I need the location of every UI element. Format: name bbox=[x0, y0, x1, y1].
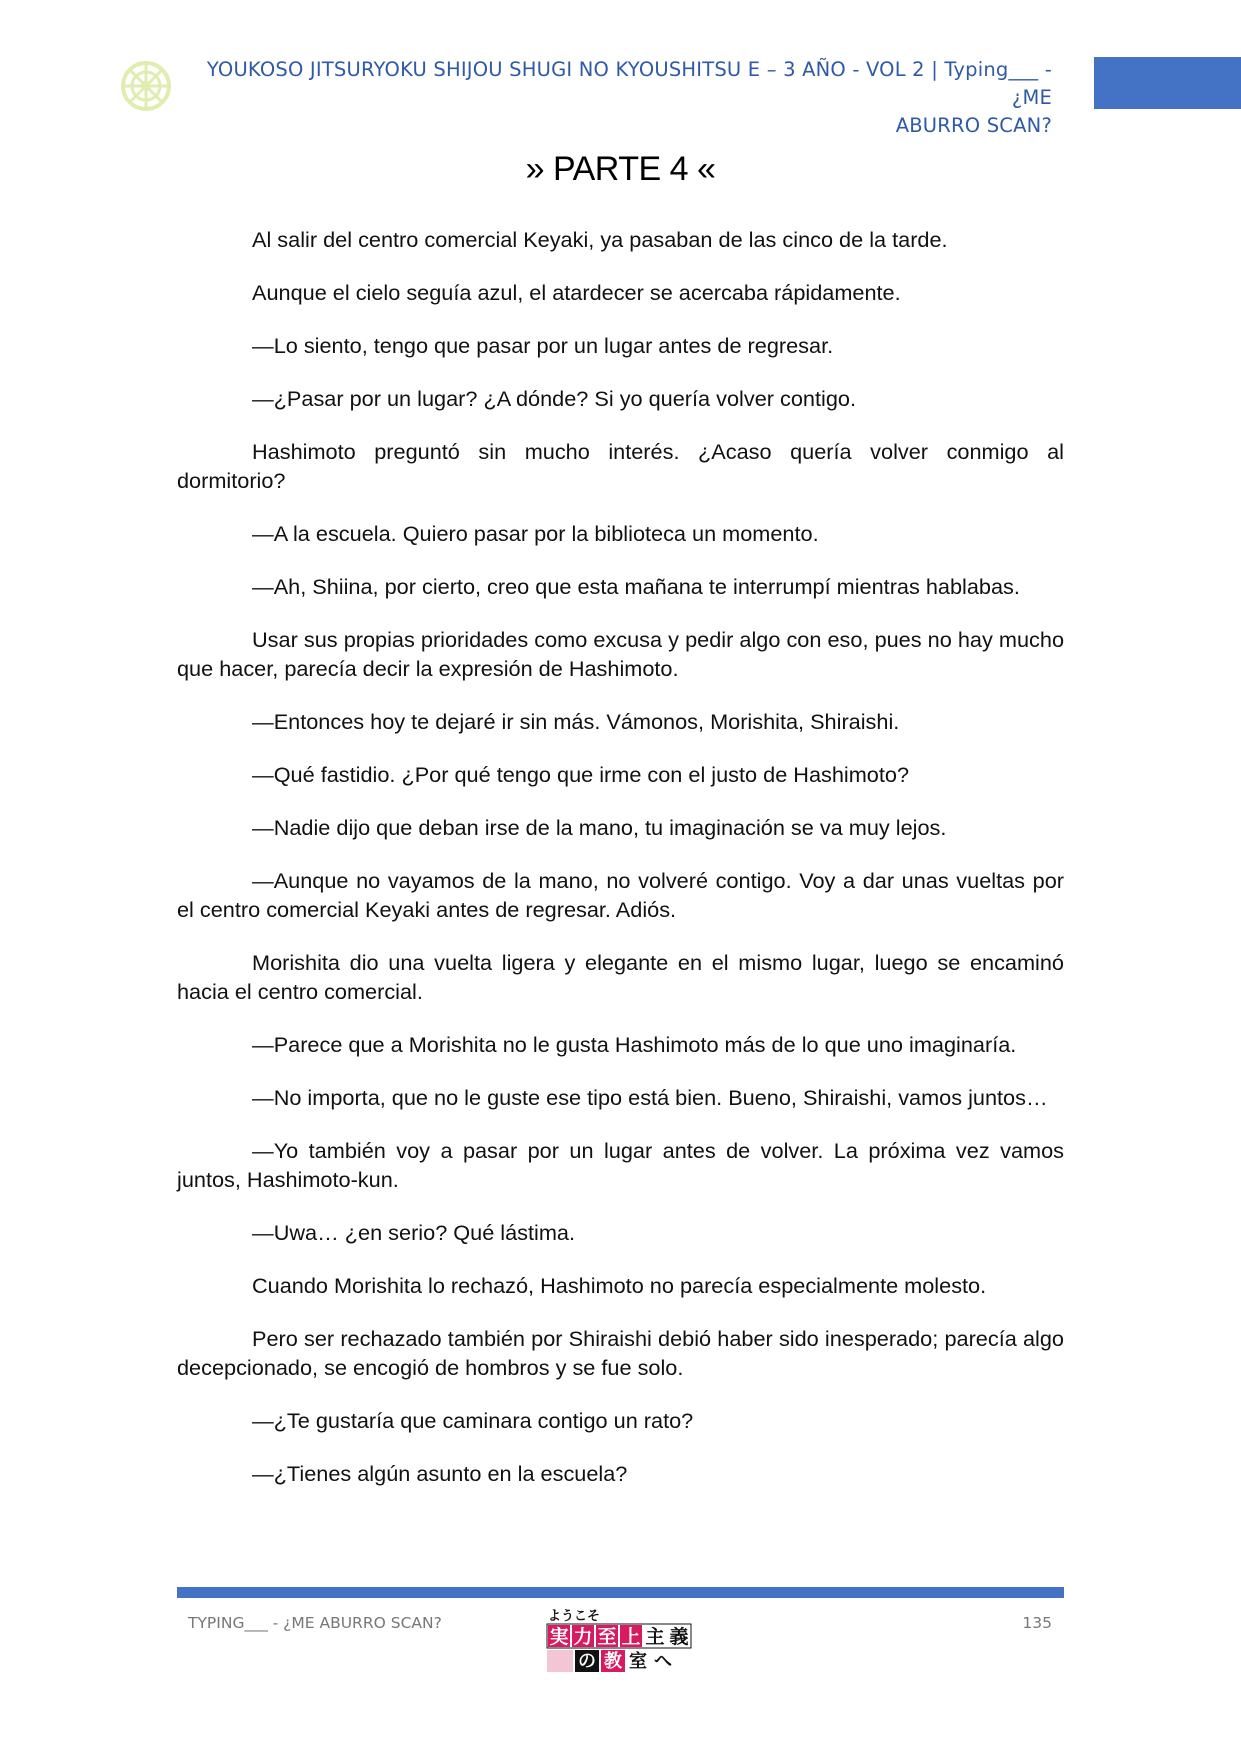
paragraph: —Parece que a Morishita no le gusta Hashimoto más de lo que uno imaginaría. bbox=[252, 1032, 1017, 1057]
paragraph: —No importa, que no le guste ese tipo está bien. Bueno, Shiraishi, vamos juntos… bbox=[252, 1085, 1048, 1110]
logo-kanji-2: 力 bbox=[573, 1626, 593, 1648]
logo-kana: ようこそ bbox=[548, 1609, 601, 1624]
paragraph: Aunque el cielo seguía azul, el atardecer se acercaba rápidamente. bbox=[252, 280, 901, 305]
logo-kanji-7: 教 bbox=[604, 1651, 622, 1672]
page-number: 135 bbox=[1022, 1614, 1052, 1632]
paragraph: —Entonces hoy te dejaré ir sin más. Vámonos, Morishita, Shiraishi. bbox=[252, 709, 900, 734]
footer-credit: TYPING___ - ¿ME ABURRO SCAN? bbox=[188, 1614, 442, 1632]
logo-kanji-8: 室 bbox=[629, 1651, 647, 1672]
logo-he: へ bbox=[654, 1651, 672, 1672]
paragraph: —Ah, Shiina, por cierto, creo que esta mañana te interrumpí mientras hablabas. bbox=[252, 574, 1020, 599]
series-logo bbox=[545, 1606, 695, 1676]
logo-no: の bbox=[578, 1651, 596, 1672]
logo-kanji-5: 主 bbox=[645, 1626, 665, 1648]
paragraph: —¿Pasar por un lugar? ¿A dónde? Si yo quería volver contigo. bbox=[252, 386, 856, 411]
logo-kanji-1: 実 bbox=[549, 1626, 569, 1648]
paragraph: —A la escuela. Quiero pasar por la biblioteca un momento. bbox=[252, 521, 819, 546]
paragraph: —Uwa… ¿en serio? Qué lástima. bbox=[252, 1220, 576, 1245]
logo-kanji-6: 義 bbox=[669, 1626, 689, 1648]
paragraph: Morishita dio una vuelta ligera y elegante en el mismo lugar, luego se encaminó hacia el centro comercial. bbox=[177, 950, 1064, 1004]
paragraph: —Nadie dijo que deban irse de la mano, tu imaginación se va muy lejos. bbox=[252, 815, 947, 840]
header-accent-bar bbox=[1094, 57, 1241, 109]
emblem-icon bbox=[120, 60, 172, 112]
paragraph: —Yo también voy a pasar por un lugar antes de volver. La próxima vez vamos juntos, Hashimoto-kun. bbox=[177, 1138, 1064, 1192]
section-title: » PARTE 4 « bbox=[525, 150, 716, 188]
paragraph: —Lo siento, tengo que pasar por un lugar antes de regresar. bbox=[252, 333, 834, 358]
paragraph: —¿Tienes algún asunto en la escuela? bbox=[252, 1461, 628, 1486]
paragraph: Hashimoto preguntó sin mucho interés. ¿Acaso quería volver conmigo al dormitorio? bbox=[177, 439, 1064, 493]
paragraph: Pero ser rechazado también por Shiraishi debió haber sido inesperado; parecía algo decepcionado, se encogió de hombros y se fue solo. bbox=[177, 1326, 1064, 1380]
paragraph: Cuando Morishita lo rechazó, Hashimoto no parecía especialmente molesto. bbox=[252, 1273, 987, 1298]
footer-rule bbox=[177, 1587, 1064, 1598]
paragraph: —¿Te gustaría que caminara contigo un rato? bbox=[252, 1408, 694, 1433]
header-title-line1: YOUKOSO JITSURYOKU SHIJOU SHUGI NO KYOUSHITSU E – 3 AÑO - VOL 2 | Typing___ - ¿ME bbox=[206, 58, 1052, 109]
running-header bbox=[190, 56, 1052, 140]
paragraph: Usar sus propias prioridades como excusa y pedir algo con eso, pues no hay mucho que hacer, parecía decir la expresión de Hashimoto. bbox=[177, 627, 1064, 681]
chapter-body bbox=[177, 225, 1064, 1512]
header-title-line2: ABURRO SCAN? bbox=[895, 114, 1052, 137]
paragraph: —Aunque no vayamos de la mano, no volveré contigo. Voy a dar unas vueltas por el centro comercial Keyaki antes de regresar. Adiós. bbox=[177, 868, 1064, 922]
logo-kanji-4: 上 bbox=[621, 1626, 641, 1648]
paragraph: —Qué fastidio. ¿Por qué tengo que irme con el justo de Hashimoto? bbox=[252, 762, 910, 787]
logo-kanji-3: 至 bbox=[597, 1626, 617, 1648]
paragraph: Al salir del centro comercial Keyaki, ya pasaban de las cinco de la tarde. bbox=[252, 227, 948, 252]
